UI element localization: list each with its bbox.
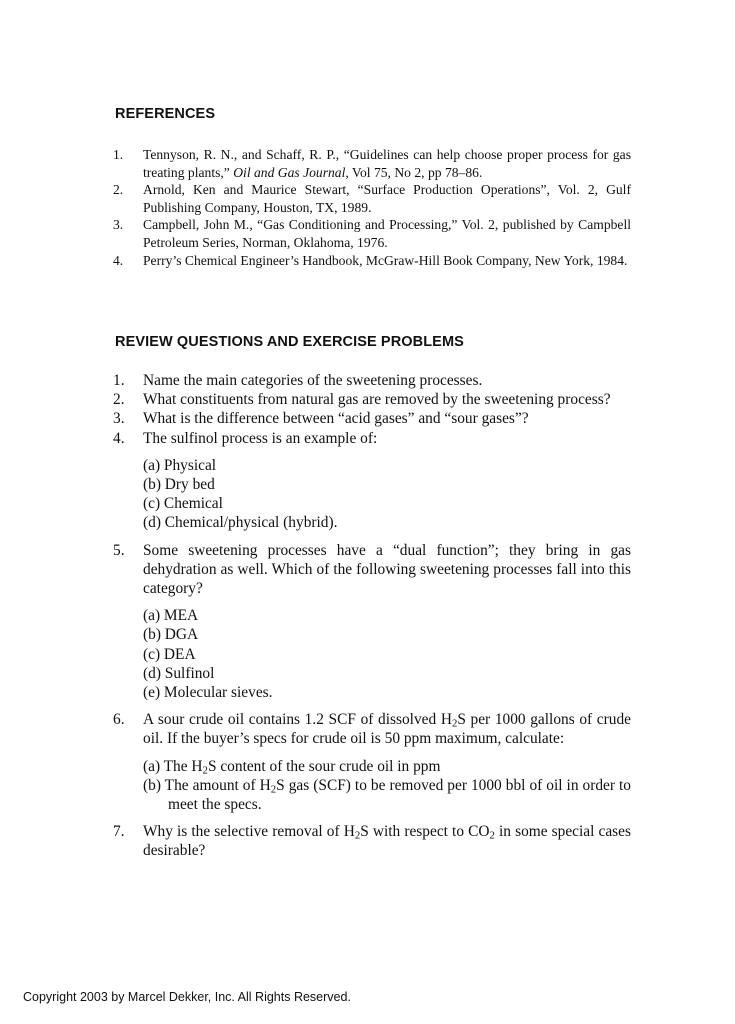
- option-item: (c) DEA: [143, 645, 196, 663]
- option-item: [143, 776, 631, 814]
- question-text: S with respect to CO: [360, 823, 490, 841]
- question-text: What is the difference between “acid gases” and “sour gases”?: [143, 410, 529, 428]
- question-item: [113, 371, 631, 390]
- option-item: (a) MEA: [143, 607, 199, 625]
- question-text: Name the main categories of the sweetening processes.: [143, 372, 483, 389]
- reference-item: [113, 216, 631, 251]
- reference-item: [113, 252, 631, 270]
- reference-text: Tennyson, R. N., and Schaff, R. P., “Guidelines can help choose proper process for gas treating plants,”: [143, 147, 631, 180]
- reference-text: Arnold, Ken and Maurice Stewart, “Surface Production Operations”, Vol. 2, Gulf Publishing Company, Houston, TX, 1989.: [143, 182, 631, 215]
- option-text: S gas (SCF) to be removed per 1000 bbl of oil in order to meet the specs.: [168, 776, 631, 814]
- question-number: 6.: [113, 711, 125, 729]
- question-number: 4.: [113, 429, 125, 447]
- reference-number: 3.: [113, 217, 124, 233]
- question-item: [113, 409, 631, 428]
- question-number: 3.: [113, 410, 125, 428]
- option-item: (e) Molecular sieves.: [143, 684, 273, 702]
- reference-number: 2.: [113, 182, 124, 198]
- journal-title: Oil and Gas Journal: [233, 164, 346, 180]
- references-heading: REFERENCES: [115, 106, 216, 122]
- question-item: [113, 429, 631, 448]
- answer-options: [113, 456, 631, 533]
- answer-options: [113, 757, 631, 815]
- option-item: (d) Chemical/physical (hybrid).: [143, 514, 338, 532]
- question-text: The sulfinol process is an example of:: [143, 429, 378, 447]
- question-text: S per 1000 gallons of crude oil. If the buyer’s specs for crude oil is 50 ppm maximum, calculate:: [143, 711, 631, 748]
- question-item: [113, 710, 631, 748]
- reference-item: [113, 146, 631, 181]
- question-item: [113, 822, 631, 860]
- option-item: (d) Sulfinol: [143, 664, 215, 682]
- reference-text: , Vol 75, No 2, pp 78–86.: [345, 164, 483, 180]
- questions-list: [113, 371, 631, 861]
- question-number: 2.: [113, 391, 125, 409]
- option-text: (b) The amount of H: [143, 776, 271, 794]
- subscript: 2: [489, 829, 495, 842]
- reference-item: [113, 181, 631, 216]
- question-text: Some sweetening processes have a “dual function”; they bring in gas dehydration as well. Which of the following sweetening processes fall into this category?: [143, 541, 631, 598]
- question-item: [113, 541, 631, 599]
- option-item: (c) Chemical: [143, 495, 223, 513]
- question-number: 1.: [113, 372, 125, 389]
- copyright-footer: Copyright 2003 by Marcel Dekker, Inc. All Rights Reserved.: [23, 990, 351, 1004]
- reference-text: Campbell, John M., “Gas Conditioning and Processing,” Vol. 2, published by Campbell Petroleum Series, Norman, Oklahoma, 1976.: [143, 217, 631, 250]
- question-number: 5.: [113, 541, 125, 559]
- question-number: 7.: [113, 823, 125, 841]
- option-item: (b) DGA: [143, 626, 199, 644]
- subscript: 2: [354, 829, 361, 842]
- subscript: 2: [202, 764, 208, 777]
- question-text: A sour crude oil contains 1.2 SCF of dissolved H: [143, 711, 452, 729]
- option-text: S content of the sour crude oil in ppm: [207, 757, 441, 775]
- reference-number: 1.: [113, 147, 124, 162]
- option-item: [143, 757, 631, 776]
- question-text: What constituents from natural gas are removed by the sweetening process?: [143, 391, 611, 409]
- question-item: [113, 390, 631, 409]
- answer-options: [113, 606, 631, 702]
- question-text: in some special cases desirable?: [143, 823, 631, 860]
- references-list: [113, 146, 631, 269]
- reference-number: 4.: [113, 252, 124, 268]
- reference-text: Perry’s Chemical Engineer’s Handbook, McGraw-Hill Book Company, New York, 1984.: [143, 252, 628, 268]
- option-text: (a) The H: [143, 757, 203, 775]
- option-item: (b) Dry bed: [143, 476, 215, 494]
- review-heading: REVIEW QUESTIONS AND EXERCISE PROBLEMS: [115, 334, 464, 350]
- option-item: (a) Physical: [143, 456, 217, 474]
- subscript: 2: [451, 717, 458, 730]
- question-text: Why is the selective removal of H: [143, 823, 355, 841]
- subscript: 2: [270, 783, 277, 796]
